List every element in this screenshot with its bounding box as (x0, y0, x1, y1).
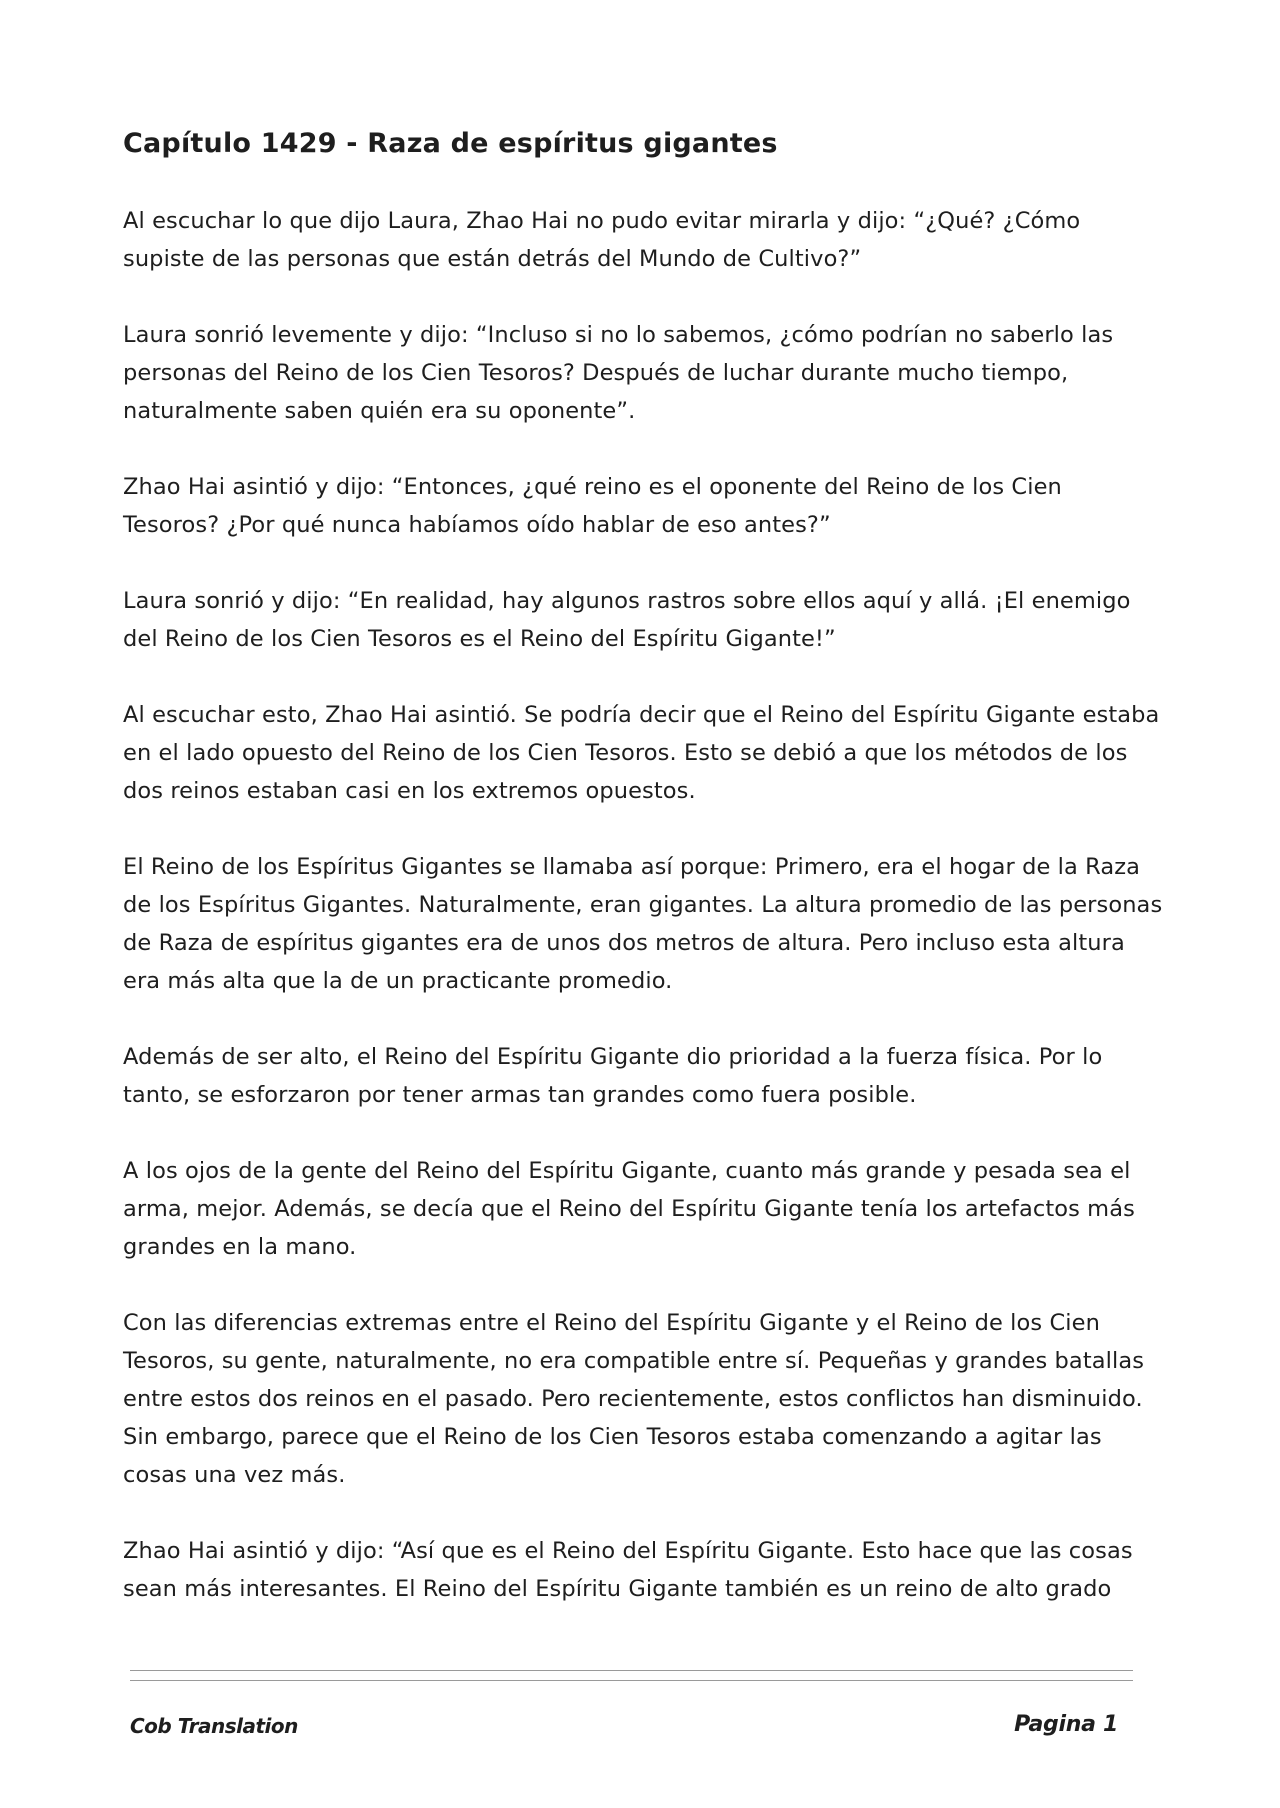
paragraph: Laura sonrió y dijo: “En realidad, hay algunos rastros sobre ellos aquí y allá. ¡El enemigo del Reino de los Cien Tesoros es el Reino del Espíritu Gigante!” (123, 588, 1131, 652)
paragraph: Además de ser alto, el Reino del Espíritu Gigante dio prioridad a la fuerza física. Por lo tanto, se esforzaron por tener armas tan grandes como fuera posible. (123, 1044, 1103, 1108)
paragraph: Al escuchar lo que dijo Laura, Zhao Hai no pudo evitar mirarla y dijo: “¿Qué? ¿Cómo supiste de las personas que están detrás del Mundo de Cultivo?” (123, 208, 1081, 272)
footer-divider (130, 1680, 1133, 1681)
paragraph: Con las diferencias extremas entre el Reino del Espíritu Gigante y el Reino de los Cien Tesoros, su gente, naturalmente, no era compatible entre sí. Pequeñas y grandes batallas entre estos dos reinos en el pasado. Pero recientemente, estos conflictos han disminuido. Sin embargo, parece que el Reino de los Cien Tesoros estaba comenzando a agitar las cosas una vez más. (123, 1310, 1145, 1488)
footer-page-number: Pagina 1 (1014, 1712, 1118, 1737)
paragraph: Laura sonrió levemente y dijo: “Incluso si no lo sabemos, ¿cómo podrían no saberlo las personas del Reino de los Cien Tesoros? Después de luchar durante mucho tiempo, naturalmente saben quién era su oponente”. (123, 322, 1114, 424)
chapter-body (123, 202, 1163, 1646)
footer-translator-credit: Cob Translation (130, 1714, 298, 1738)
paragraph: Al escuchar esto, Zhao Hai asintió. Se podría decir que el Reino del Espíritu Gigante estaba en el lado opuesto del Reino de los Cien Tesoros. Esto se debió a que los métodos de los dos reinos estaban casi en los extremos opuestos. (123, 702, 1160, 804)
paragraph: El Reino de los Espíritus Gigantes se llamaba así porque: Primero, era el hogar de la Raza de los Espíritus Gigantes. Naturalmente, eran gigantes. La altura promedio de las personas de Raza de espíritus gigantes era de unos dos metros de altura. Pero incluso esta altura era más alta que la de un practicante promedio. (123, 854, 1163, 994)
paragraph: Zhao Hai asintió y dijo: “Así que es el Reino del Espíritu Gigante. Esto hace que las cosas sean más interesantes. El Reino del Espíritu Gigante también es un reino de alto grado (123, 1538, 1133, 1602)
paragraph: A los ojos de la gente del Reino del Espíritu Gigante, cuanto más grande y pesada sea el arma, mejor. Además, se decía que el Reino del Espíritu Gigante tenía los artefactos más grandes en la mano. (123, 1158, 1135, 1260)
chapter-title: Capítulo 1429 - Raza de espíritus gigantes (123, 128, 778, 159)
footer-divider (130, 1670, 1133, 1671)
paragraph: Zhao Hai asintió y dijo: “Entonces, ¿qué reino es el oponente del Reino de los Cien Tesoros? ¿Por qué nunca habíamos oído hablar de eso antes?” (123, 474, 1062, 538)
